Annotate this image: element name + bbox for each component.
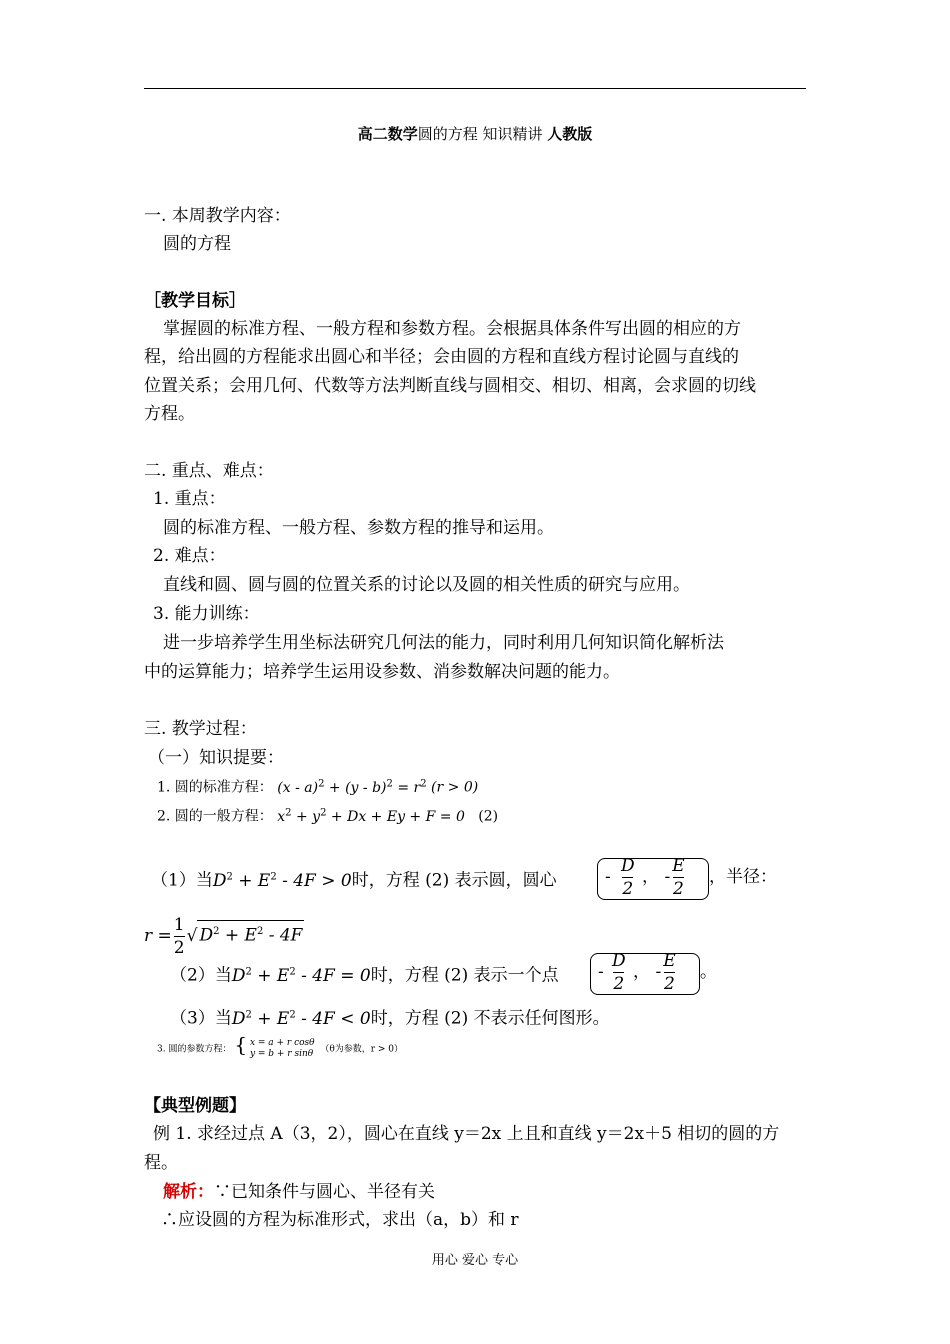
analysis-label: 解析： [163, 1182, 214, 1202]
parametric-equation: 3. 圆的参数方程： { x = a + r cosθ y = b + r sinθ （θ为参数，r > 0） [157, 1032, 404, 1059]
title-subject: 高二数学 [357, 125, 418, 143]
section-1-heading: 一. 本周教学内容： [144, 206, 291, 226]
difficulties-label: 2. 难点： [153, 546, 226, 566]
example-1-line-2: 程。 [144, 1153, 178, 1173]
document-title [0, 123, 950, 145]
header-rule [144, 88, 806, 89]
ability-line-2: 中的运算能力；培养学生运用设参数、消参数解决问题的能力。 [144, 662, 620, 682]
parametric-x: x = a + r cosθ [249, 1038, 315, 1048]
goals-line-3: 位置关系；会用几何、代数等方法判断直线与圆相交、相切、相离，会求圆的切线 [144, 376, 756, 396]
section-3-heading: 三. 教学过程： [144, 719, 257, 739]
ability-label: 3. 能力训练： [153, 604, 260, 624]
analysis-line [163, 1181, 435, 1203]
case-3-line [170, 1004, 610, 1030]
general-equation-formula: $x^2 + y^2 + Dx + Ey + F = 0$ [277, 807, 465, 825]
example-1-line-1: 例 1. 求经过点 A（3，2），圆心在直线 y＝2x 上且和直线 y＝2x＋5 相切的圆的方 [153, 1124, 780, 1144]
case-2-condition: $D^2 + E^2 - 4F = 0$ [231, 965, 371, 986]
goals-line-4: 方程。 [144, 404, 195, 424]
standard-equation-condition: (r > 0) [431, 779, 479, 796]
radius-formula: r = $\frac{1}{2}$ √ $D^2 + E^2 - 4F$ [144, 915, 303, 958]
general-equation-number: (2) [478, 808, 499, 825]
case-2-middle: 时，方程 (2) 表示一个点 [370, 965, 559, 986]
general-equation [157, 802, 498, 828]
parametric-y: y = b + r sinθ [249, 1049, 314, 1059]
examples-heading: 【典型例题】 [144, 1096, 246, 1116]
parametric-note: （θ为参数，r > 0） [320, 1044, 404, 1055]
analysis-text: ∵已知条件与圆心、半径有关 [214, 1182, 435, 1202]
goals-line-2: 程，给出圆的方程能求出圆心和半径；会由圆的方程和直线方程讨论圆与直线的 [144, 347, 739, 367]
key-points-text: 圆的标准方程、一般方程、参数方程的推导和运用。 [163, 518, 554, 538]
title-edition: 人教版 [547, 125, 593, 143]
case-1-prefix: （1）当 [151, 870, 213, 891]
goals-heading: ［教学目标］ [144, 291, 246, 311]
case-3-prefix: （3）当 [170, 1008, 232, 1029]
case-1-middle: 时，方程 (2) 表示圆，圆心 [351, 870, 557, 891]
standard-equation-label: 1. 圆的标准方程： [157, 779, 273, 796]
case-1-suffix: ，半径： [709, 867, 777, 887]
standard-equation-formula: $(x - a)^2 + (y - b)^2 = r^2$ [277, 778, 427, 796]
page-footer: 用心 爱心 专心 [431, 1253, 519, 1268]
analysis-conclusion: ∴应设圆的方程为标准形式，求出（a，b）和 r [161, 1210, 519, 1230]
knowledge-summary-heading: （一）知识提要： [148, 748, 284, 768]
section-1-content: 圆的方程 [163, 234, 231, 254]
case-1-condition: $D^2 + E^2 - 4F > 0$ [212, 870, 352, 891]
center-coordinates-1: - $\frac{D}{2}$ ， - $\frac{E}{2}$ [605, 856, 685, 899]
section-2-heading: 二. 重点、难点： [144, 461, 274, 481]
case-2-prefix: （2）当 [170, 965, 232, 986]
standard-equation [157, 773, 478, 799]
parametric-label: 3. 圆的参数方程： [157, 1044, 232, 1055]
case-2-suffix: 。 [700, 962, 717, 982]
key-points-label: 1. 重点： [153, 489, 226, 509]
case-3-condition: $D^2 + E^2 - 4F < 0$ [231, 1008, 371, 1029]
case-1-line [151, 866, 557, 892]
title-topic: 圆的方程 知识精讲 [417, 125, 548, 143]
difficulties-text: 直线和圆、圆与圆的位置关系的讨论以及圆的相关性质的研究与应用。 [163, 575, 690, 595]
ability-line-1: 进一步培养学生用坐标法研究几何法的能力，同时利用几何知识简化解析法 [163, 633, 724, 653]
case-2-line [170, 961, 559, 987]
case-3-text: 时，方程 (2) 不表示任何图形。 [370, 1008, 610, 1029]
general-equation-label: 2. 圆的一般方程： [157, 808, 273, 825]
goals-line-1: 掌握圆的标准方程、一般方程和参数方程。会根据具体条件写出圆的相应的方 [163, 319, 741, 339]
point-coordinates: - $\frac{D}{2}$ ， - $\frac{E}{2}$ [598, 951, 676, 994]
